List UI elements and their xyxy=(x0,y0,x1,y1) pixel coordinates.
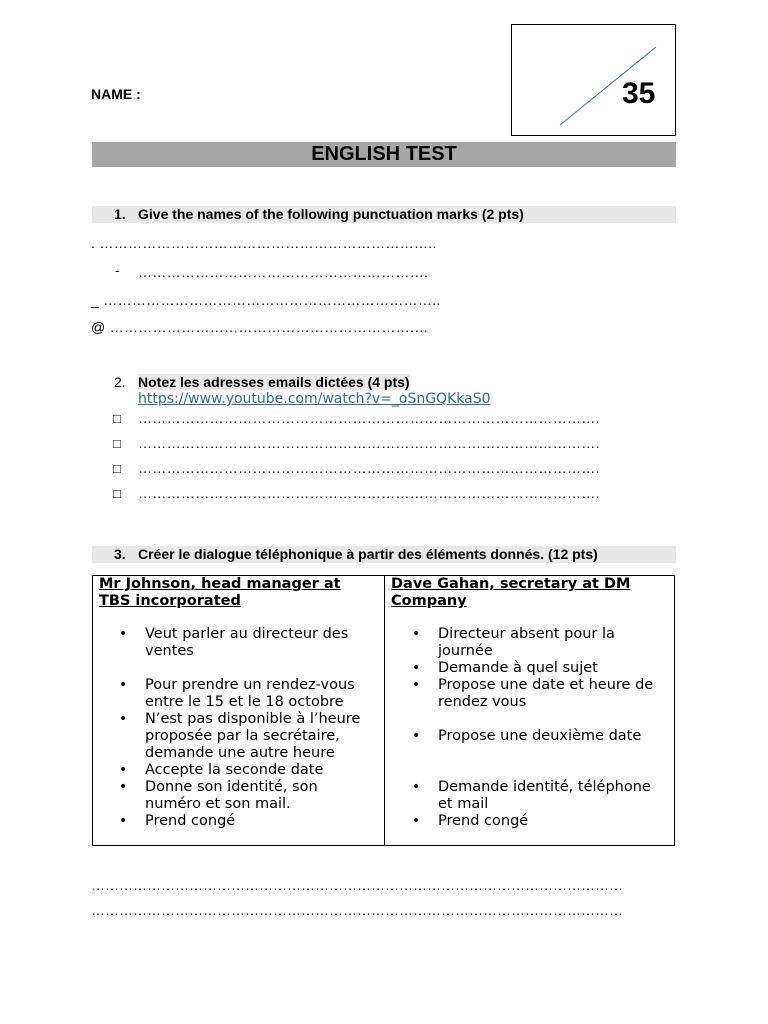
text-line: Demande à quel sujet xyxy=(438,660,598,676)
bullet: • xyxy=(412,728,421,744)
gahan-heading-line-1: Dave Gahan, secretary at DM xyxy=(391,576,631,592)
text-line: Prend congé xyxy=(438,813,529,829)
johnson-heading xyxy=(99,576,378,610)
name-label: NAME : xyxy=(91,86,141,102)
page-title: ENGLISH TEST xyxy=(92,142,676,167)
text-line: ventes xyxy=(145,643,194,659)
bullet: • xyxy=(119,626,128,642)
q1-line-underscore: _ …………………………………………………………….. xyxy=(91,292,441,308)
q2-number: 2. xyxy=(114,374,126,390)
text-line: Prend congé xyxy=(145,813,236,829)
text-line: Veut parler au directeur des xyxy=(145,626,349,642)
q2-checkbox-1: □ xyxy=(113,411,121,426)
q1-line-dash-dots: ……………………………………………………. xyxy=(138,264,429,280)
q1-line-dash-symbol: - xyxy=(115,262,120,278)
johnson-heading-line-1: Mr Johnson, head manager at xyxy=(99,576,341,592)
q1-line-period: . …………………………………………………………….. xyxy=(91,235,437,251)
q2-answer-line-3: ……………………………………………………………………………………. xyxy=(138,460,600,476)
text-line: entre le 15 et le 18 octobre xyxy=(145,694,344,710)
johnson-column xyxy=(93,576,385,845)
text-line: numéro et son mail. xyxy=(145,796,291,812)
score-box xyxy=(511,24,676,136)
johnson-item-5-text xyxy=(145,779,318,813)
bullet: • xyxy=(412,677,421,693)
text-line: demande une autre heure xyxy=(145,745,335,761)
answer-line-2: …………………………………………………………………………………………………… xyxy=(91,902,623,918)
q2-video-link[interactable]: https://www.youtube.com/watch?v=_oSnGQKkaS0 xyxy=(138,391,491,407)
text-line: Directeur absent pour la xyxy=(438,626,615,642)
text-line: Propose une date et heure de xyxy=(438,677,654,693)
gahan-item-5-text xyxy=(438,779,651,813)
johnson-heading-line-2: TBS incorporated xyxy=(99,593,241,609)
text-line: Accepte la seconde date xyxy=(145,762,324,778)
bullet: • xyxy=(119,762,128,778)
score-value: 35 xyxy=(622,77,656,110)
gahan-item-3-text xyxy=(438,677,653,711)
q2-checkbox-4: □ xyxy=(113,486,121,501)
gahan-item-6-text xyxy=(438,813,528,830)
text-line: Demande identité, téléphone xyxy=(438,779,651,795)
text-line: proposée par la secrétaire, xyxy=(145,728,340,744)
gahan-item-4-text xyxy=(438,728,641,745)
text-line: N’est pas disponible à l’heure xyxy=(145,711,361,727)
bullet: • xyxy=(119,711,128,727)
johnson-item-4-text xyxy=(145,762,323,779)
q2-checkbox-3: □ xyxy=(113,461,121,476)
q2-answer-line-1: ……………………………………………………………………………………. xyxy=(138,410,600,426)
gahan-item-2-text xyxy=(438,660,598,677)
q3-number: 3. xyxy=(114,546,126,562)
gahan-item-1-text xyxy=(438,626,615,660)
bullet: • xyxy=(412,626,421,642)
q2-answer-line-4: ……………………………………………………………………………………. xyxy=(138,485,600,501)
gahan-heading-line-2: Company xyxy=(391,593,467,609)
q1-number: 1. xyxy=(114,206,126,222)
johnson-item-3-text xyxy=(145,711,360,762)
q1-text: Give the names of the following punctuation marks (2 pts) xyxy=(138,206,524,222)
text-line: journée xyxy=(438,643,493,659)
q3-text: Créer le dialogue téléphonique à partir des éléments donnés. (12 pts) xyxy=(138,546,598,562)
text-line: rendez vous xyxy=(438,694,527,710)
text-line: Donne son identité, son xyxy=(145,779,318,795)
answer-line-1: …………………………………………………………………………………………………… xyxy=(91,877,623,893)
bullet: • xyxy=(119,779,128,795)
gahan-heading xyxy=(391,576,670,610)
q2-checkbox-2: □ xyxy=(113,436,121,451)
bullet: • xyxy=(412,660,421,676)
johnson-item-1-text xyxy=(145,626,348,660)
dialogue-table xyxy=(92,575,675,846)
johnson-item-6-text xyxy=(145,813,235,830)
q1-line-at: @ ……………………………………………………….… xyxy=(91,319,429,335)
bullet: • xyxy=(119,813,128,829)
q2-text: Notez les adresses emails dictées (4 pts) xyxy=(138,374,410,390)
text-line: Pour prendre un rendez-vous xyxy=(145,677,355,693)
text-line: et mail xyxy=(438,796,489,812)
q2-answer-line-2: ……………………………………………………………………………………. xyxy=(138,435,600,451)
johnson-item-2-text xyxy=(145,677,355,711)
bullet: • xyxy=(412,779,421,795)
gahan-column xyxy=(385,576,676,845)
bullet: • xyxy=(412,813,421,829)
bullet: • xyxy=(119,677,128,693)
text-line: Propose une deuxième date xyxy=(438,728,642,744)
